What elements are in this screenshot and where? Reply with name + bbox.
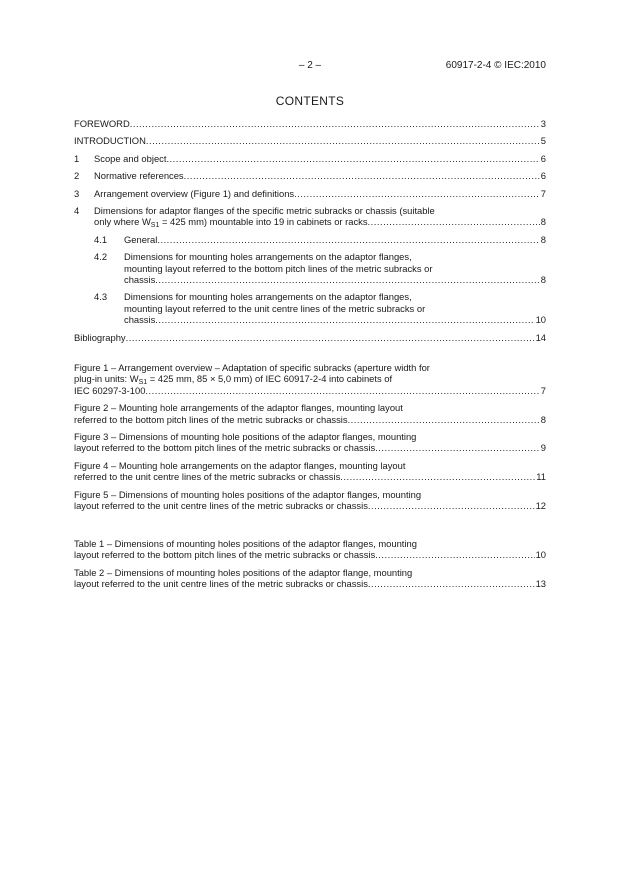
figure-entry-2[interactable] (74, 402, 546, 425)
figure-page: 12 (535, 500, 546, 512)
list-of-tables (74, 538, 546, 590)
figure-caption-line: referred to the bottom pitch lines of the metric subracks or chassis (74, 413, 348, 425)
table-caption-line: Table 1 – Dimensions of mounting holes positions of the adaptor flanges, mounting (74, 538, 417, 549)
toc-label: Bibliography (74, 331, 126, 343)
table-entry-2[interactable] (74, 567, 546, 590)
toc-label: Scope and object (94, 152, 167, 164)
page-number: – 2 – (298, 60, 322, 71)
figure-caption-line: Figure 5 – Dimensions of mounting holes positions of the adaptor flanges, mounting (74, 488, 422, 500)
toc-entry-bibliography[interactable] (74, 332, 546, 343)
table-page: 10 (535, 549, 546, 561)
figure-page: 8 (540, 413, 546, 425)
toc-entry-section-1[interactable] (74, 153, 546, 164)
toc-page: 7 (540, 187, 546, 199)
toc-entry-introduction[interactable] (74, 135, 546, 146)
toc-page: 3 (540, 118, 546, 129)
list-of-figures (74, 362, 546, 511)
table-of-contents (74, 118, 546, 343)
figure-caption-line: referred to the unit centre lines of the metric subracks or chassis (74, 471, 341, 483)
figure-entry-1[interactable] (74, 362, 546, 396)
figure-caption-line: IEC 60297-3-100 (74, 384, 146, 396)
toc-label-line: = 425 mm) mountable into 19 in cabinets or racks (159, 216, 368, 228)
figure-entry-3[interactable] (74, 431, 546, 454)
toc-label: Arrangement overview (Figure 1) and definitions (94, 187, 295, 199)
section-number: 2 (74, 170, 80, 182)
figure-caption-line: plug-in units: W (74, 373, 139, 385)
toc-label: General (124, 233, 158, 245)
toc-page: 10 (535, 314, 546, 326)
figure-caption-line: layout referred to the unit centre lines of the metric subracks or chassis (74, 500, 368, 512)
toc-entry-section-3[interactable] (74, 188, 546, 199)
toc-page: 6 (540, 152, 546, 164)
toc-entry-section-4[interactable] (74, 205, 546, 228)
toc-label: Normative references (94, 170, 184, 182)
toc-page: 14 (535, 331, 546, 343)
figure-caption-line: Figure 3 – Dimensions of mounting hole positions of the adaptor flanges, mounting (74, 431, 417, 443)
table-caption-line: Table 2 – Dimensions of mounting holes positions of the adaptor flange, mounting (74, 566, 413, 578)
table-caption-line: layout referred to the unit centre lines of the metric subracks or chassis (74, 578, 368, 590)
document-reference: 60917-2-4 © IEC:2010 (445, 60, 546, 71)
figure-caption-line: Figure 1 – Arrangement overview – Adaptation of specific subracks (aperture width for (74, 362, 430, 373)
figure-page: 11 (536, 471, 546, 483)
toc-label-line: mounting layout referred to the bottom pitch lines of the metric subracks or (124, 262, 433, 274)
toc-entry-section-4-3[interactable] (74, 291, 546, 325)
section-number: 3 (74, 187, 80, 199)
toc-label: FOREWORD (74, 118, 130, 129)
toc-entry-foreword[interactable] (74, 118, 546, 129)
toc-label: INTRODUCTION (74, 135, 146, 147)
figure-caption-line: = 425 mm, 85 × 5,0 mm) of IEC 60917-2-4 into cabinets of (147, 373, 393, 385)
subscript: S1 (150, 222, 160, 228)
toc-label-line: Dimensions for mounting holes arrangements on the adaptor flanges, (124, 251, 412, 263)
table-caption-line: layout referred to the bottom pitch lines of the metric subracks or chassis (74, 549, 376, 561)
figure-entry-4[interactable] (74, 460, 546, 483)
toc-label-line: Dimensions for mounting holes arrangements on the adaptor flanges, (124, 291, 412, 303)
toc-page: 8 (540, 233, 546, 245)
toc-label-line: chassis (124, 314, 156, 326)
figure-page: 7 (540, 384, 546, 396)
toc-page: 8 (540, 216, 546, 228)
toc-page: 8 (540, 274, 546, 286)
table-page: 13 (535, 578, 546, 590)
toc-entry-section-4-1[interactable] (74, 234, 546, 245)
toc-label-line: only where W (94, 216, 151, 228)
section-number: 4 (74, 205, 80, 217)
figure-caption-line: Figure 4 – Mounting hole arrangements on the adaptor flanges, mounting layout (74, 459, 406, 471)
toc-entry-section-4-2[interactable] (74, 251, 546, 285)
toc-label-line: mounting layout referred to the unit centre lines of the metric subracks or (124, 302, 426, 314)
toc-label-line: Dimensions for adaptor flanges of the specific metric subracks or chassis (suitable (94, 205, 435, 217)
section-number: 4.3 (94, 291, 108, 303)
subscript: S1 (138, 379, 148, 387)
figure-page: 9 (540, 442, 546, 454)
figure-caption-line: layout referred to the bottom pitch lines of the metric subracks or chassis (74, 442, 376, 454)
contents-title: CONTENTS (275, 94, 345, 108)
toc-label-line: chassis (124, 274, 156, 286)
section-number: 1 (74, 152, 80, 164)
figure-entry-5[interactable] (74, 489, 546, 512)
section-number: 4.2 (94, 251, 108, 263)
toc-page: 6 (540, 170, 546, 182)
table-entry-1[interactable] (74, 538, 546, 561)
toc-entry-section-2[interactable] (74, 170, 546, 181)
toc-page: 5 (540, 135, 546, 147)
section-number: 4.1 (94, 233, 108, 245)
figure-caption-line: Figure 2 – Mounting hole arrangements of the adaptor flanges, mounting layout (74, 402, 403, 414)
